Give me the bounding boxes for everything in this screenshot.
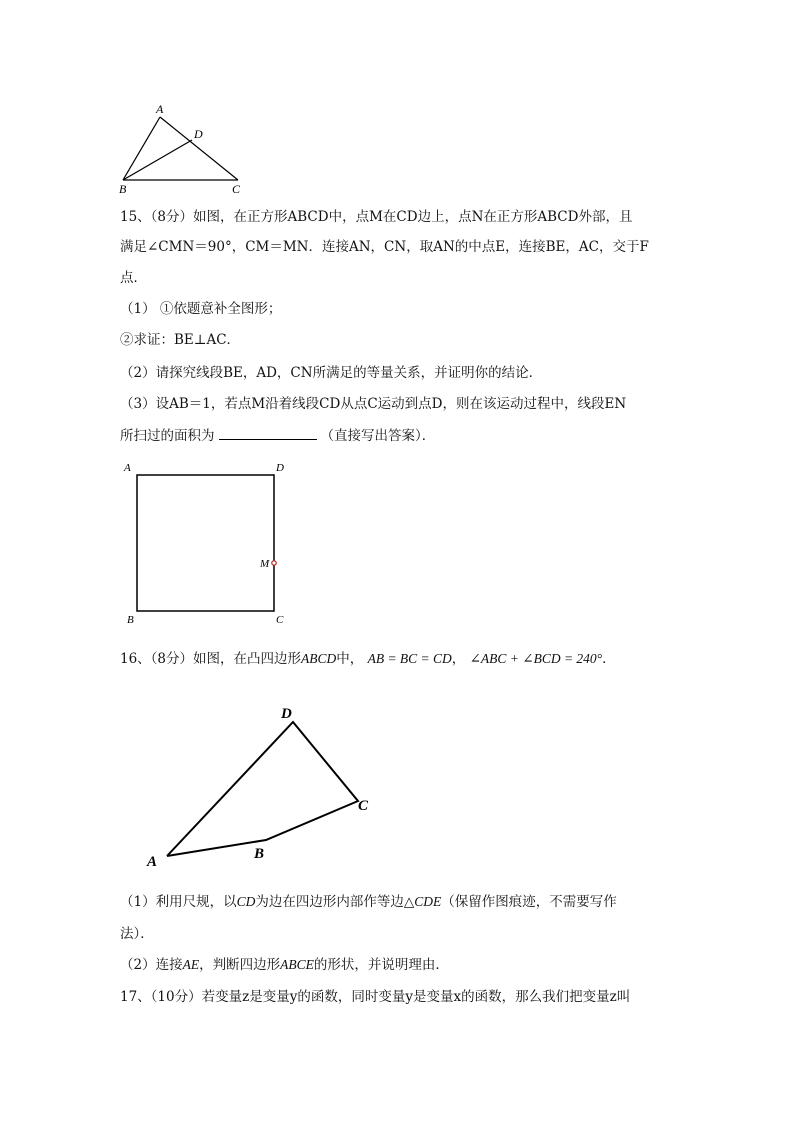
- label-a: A: [124, 462, 131, 474]
- q16-equation-angles: ∠ABC + ∠BCD = 240°: [469, 651, 603, 666]
- q16-part1: [120, 893, 617, 911]
- label-b: B: [127, 614, 134, 626]
- quadrilateral-abcd: [167, 722, 358, 856]
- q16-quad-abcd: ABCD: [301, 651, 337, 666]
- label-d: D: [281, 706, 292, 722]
- label-m: M: [260, 558, 270, 570]
- q16-part2: [120, 956, 449, 974]
- q15-part3a: （3）设AB＝1，若点M沿着线段CD从点C运动到点D，则在该运动过程中，线段EN: [120, 396, 627, 412]
- q15-part1: （1） ①依题意补全图形；: [120, 301, 282, 317]
- q15-part1b: ②求证：BE⊥AC．: [120, 332, 241, 348]
- q16-line1: [120, 650, 616, 668]
- q15-part3b: [120, 426, 435, 445]
- q16-part2-ae: AE: [182, 957, 200, 972]
- q16-part1-mid: 为边在四边形内部作等边: [255, 894, 404, 910]
- q16-line1-mid: 中，: [336, 651, 364, 667]
- q16-part1-triangle: △CDE: [403, 894, 442, 909]
- q16-part1-pre: （1）利用尺规，以: [120, 894, 237, 910]
- q16-equation-sides: AB = BC = CD: [367, 651, 452, 666]
- q16-comma: ，: [451, 651, 466, 667]
- segment-bd: [123, 140, 192, 180]
- label-d: D: [194, 127, 203, 141]
- q17-line1: 17、（10分）若变量z是变量y的函数，同时变量y是变量x的函数，那么我们把变量z叫: [120, 989, 631, 1005]
- q16-part1-cd: CD: [236, 894, 256, 909]
- q16-part2-quad: ABCE: [280, 957, 314, 972]
- q15-line2: 满足∠CMN＝90°，CM＝MN．连接AN，CN，取AN的中点E，连接BE，AC，交于F: [120, 239, 649, 255]
- square-abcd: [137, 475, 274, 611]
- q16-part2-pre: （2）连接: [120, 957, 183, 973]
- answer-blank: [219, 426, 317, 440]
- label-d: D: [276, 462, 284, 474]
- label-c: C: [358, 798, 369, 814]
- q15-part3b-pre: 所扫过的面积为: [120, 428, 215, 444]
- square-figure: [118, 458, 298, 630]
- label-b: B: [254, 846, 265, 862]
- q16-part2-post: 的形状，并说明理由．: [313, 957, 449, 973]
- q16-part1-line2: 法）．: [120, 926, 154, 942]
- label-c: C: [232, 182, 241, 196]
- point-m: [272, 561, 276, 565]
- segment-ab: [123, 117, 160, 180]
- q16-part1-post: （保留作图痕迹，不需要写作: [441, 894, 617, 910]
- q15-line3: 点．: [120, 270, 147, 286]
- label-a: A: [156, 102, 164, 116]
- triangle-figure: [110, 98, 260, 198]
- label-a: A: [147, 854, 158, 870]
- q15-part2: （2）请探究线段BE，AD，CN所满足的等量关系，并证明你的结论．: [120, 365, 543, 381]
- q15-line1: 15、（8分）如图，在正方形ABCD中，点M在CD边上，点N在正方形ABCD外部，且: [120, 209, 633, 225]
- quadrilateral-figure: [140, 700, 390, 870]
- q16-period: ．: [602, 651, 616, 667]
- label-c: C: [276, 614, 284, 626]
- label-b: B: [119, 182, 127, 196]
- q16-line1-pre: 16、（8分）如图，在凸四边形: [120, 651, 302, 667]
- q16-part2-mid: ，判断四边形: [199, 957, 281, 973]
- q15-part3b-post: （直接写出答案）．: [320, 428, 436, 444]
